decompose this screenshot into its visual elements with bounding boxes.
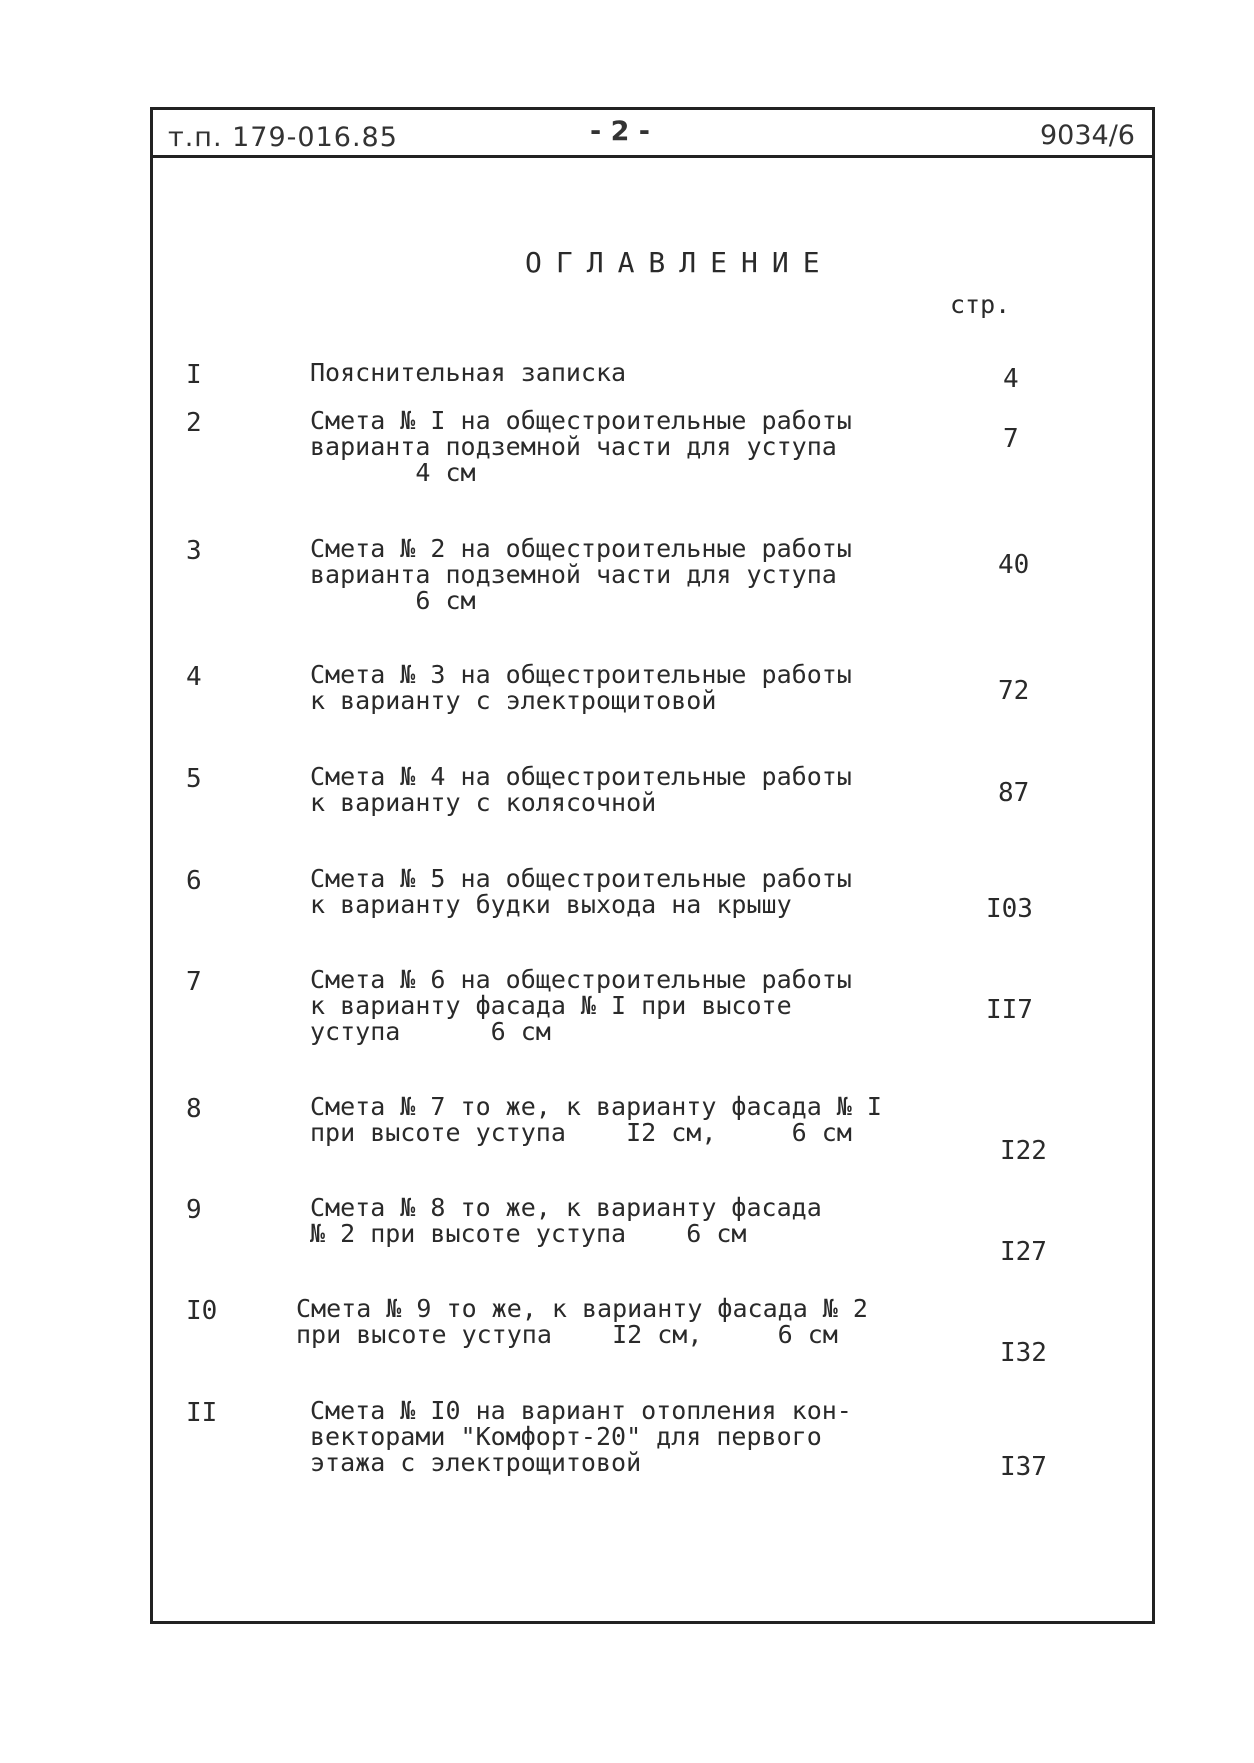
entry-text: Смета № 8 то же, к варианту фасада № 2 при высоте уступа 6 см [310, 1193, 822, 1248]
entry-text: Смета № I0 на вариант отопления кон- векторами "Комфорт-20" для первого этажа с электрощитовой [310, 1396, 852, 1477]
entry-number: 5 [186, 764, 202, 794]
entry-number: 3 [186, 536, 202, 566]
entry-number: 4 [186, 662, 202, 692]
entry-text: Смета № I на общестроительные работы варианта подземной части для уступа 4 см [310, 406, 852, 487]
entry-page: 87 [998, 778, 1030, 808]
entry-page: I27 [1000, 1237, 1047, 1267]
entry-page: 40 [998, 550, 1030, 580]
entry-text: Смета № 9 то же, к варианту фасада № 2 при высоте уступа I2 см, 6 см [296, 1294, 868, 1349]
entry-text: Смета № 3 на общестроительные работы к варианту с электрощитовой [310, 660, 852, 715]
entry-page: 72 [998, 676, 1030, 706]
entry-number: I [186, 360, 202, 390]
entry-number: 6 [186, 866, 202, 896]
entry-text: Смета № 6 на общестроительные работы к варианту фасада № I при высоте уступа 6 см [310, 965, 852, 1046]
entry-page: I32 [1000, 1338, 1047, 1368]
document-code: т.п. 179-016.85 [168, 122, 398, 153]
entry-number: 7 [186, 967, 202, 997]
entry-number: 2 [186, 408, 202, 438]
entry-number: II [186, 1398, 218, 1428]
entry-page: II7 [986, 995, 1033, 1025]
entry-page: 7 [1003, 424, 1019, 454]
entry-number: 9 [186, 1195, 202, 1225]
entry-page: 4 [1003, 364, 1019, 394]
entry-text: Смета № 2 на общестроительные работы варианта подземной части для уступа 6 см [310, 534, 852, 615]
entry-text: Смета № 4 на общестроительные работы к варианту с колясочной [310, 762, 852, 817]
toc-title: ОГЛАВЛЕНИЕ [525, 246, 834, 279]
entry-text: Пояснительная записка [310, 358, 627, 387]
entry-number: 8 [186, 1094, 202, 1124]
entry-text: Смета № 5 на общестроительные работы к варианту будки выхода на крышу [310, 864, 852, 919]
entry-text: Смета № 7 то же, к варианту фасада № I при высоте уступа I2 см, 6 см [310, 1092, 882, 1147]
archive-number: 9034/6 [1040, 120, 1135, 151]
entry-number: I0 [186, 1296, 218, 1326]
header-divider [150, 155, 1155, 158]
page-number: - 2 - [590, 116, 650, 147]
entry-page: I22 [1000, 1136, 1047, 1166]
entry-page: I37 [1000, 1452, 1047, 1482]
page-column-header: стр. [950, 290, 1011, 319]
entry-page: I03 [986, 894, 1033, 924]
